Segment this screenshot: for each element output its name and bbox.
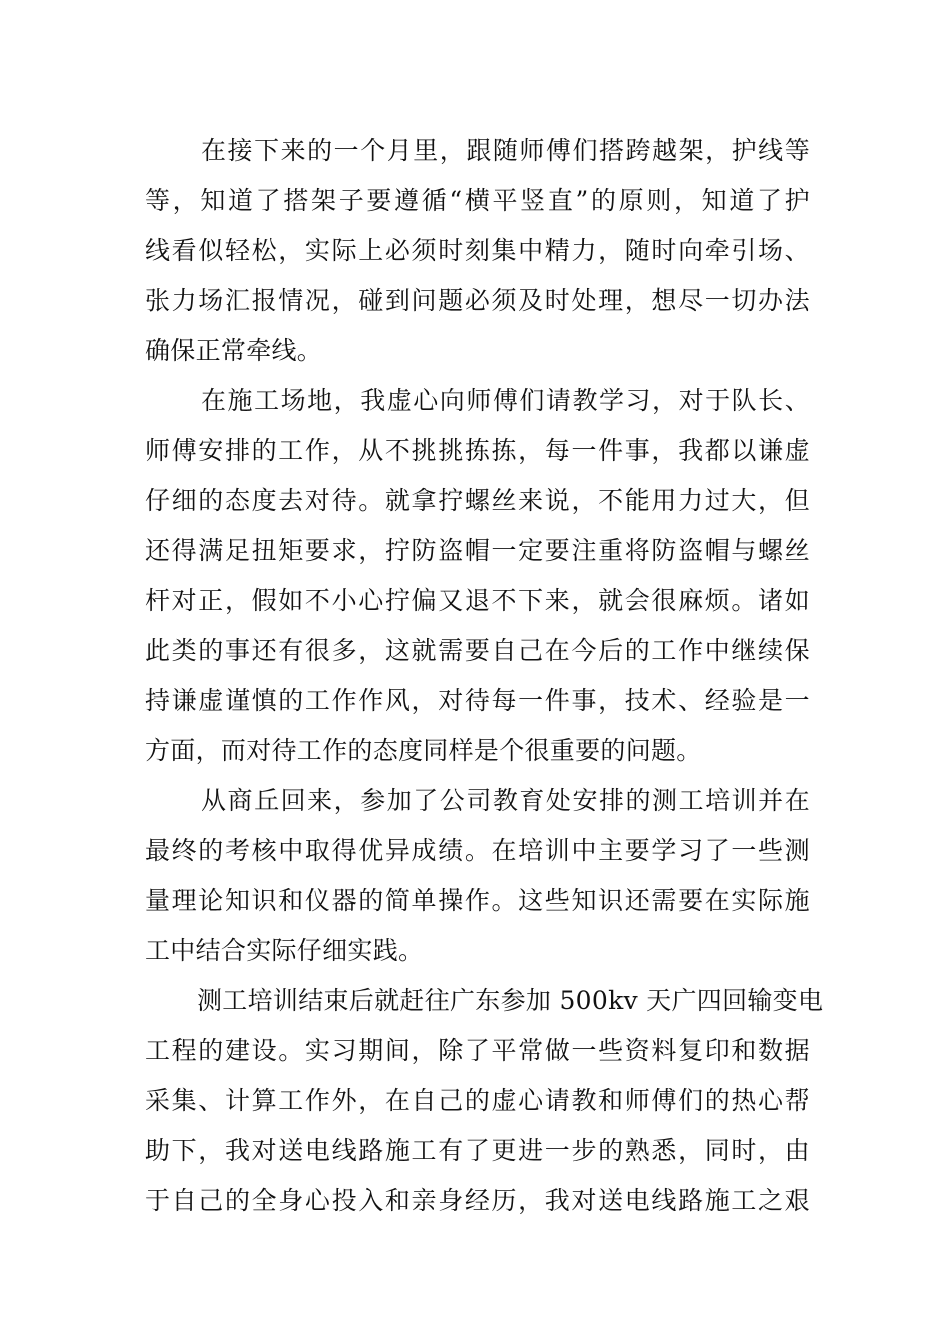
- paragraph-line: 师傅安排的工作，从不挑挑拣拣，每一件事，我都以谦虚: [145, 436, 810, 465]
- paragraph-line: 方面，而对待工作的态度同样是个很重要的问题。: [145, 736, 702, 765]
- paragraph-line: 杆对正，假如不小心拧偏又退不下来，就会很麻烦。诸如: [145, 586, 810, 615]
- paragraph-line: 从商丘回来，参加了公司教育处安排的测工培训并在: [201, 786, 810, 815]
- paragraph-line: 等，知道了搭架子要遵循“横平竖直”的原则，知道了护: [145, 186, 810, 215]
- paragraph-line: 仔细的态度去对待。就拿拧螺丝来说，不能用力过大，但: [145, 486, 810, 515]
- paragraph-4: [145, 976, 824, 1226]
- paragraph-line: 助下，我对送电线路施工有了更进一步的熟悉，同时，由: [145, 1136, 810, 1165]
- paragraph-line: 还得满足扭矩要求，拧防盗帽一定要注重将防盗帽与螺丝: [145, 536, 810, 565]
- paragraph-2: [145, 376, 810, 776]
- paragraph-line: 最终的考核中取得优异成绩。在培训中主要学习了一些测: [145, 836, 810, 865]
- paragraph-line: 采集、计算工作外，在自己的虚心请教和师傅们的热心帮: [145, 1086, 810, 1115]
- paragraph-3: [145, 776, 810, 976]
- paragraph-line: 于自己的全身心投入和亲身经历，我对送电线路施工之艰: [145, 1186, 810, 1215]
- body-text: [145, 126, 824, 1226]
- paragraph-line: 在施工场地，我虚心向师傅们请教学习，对于队长、: [201, 386, 810, 415]
- paragraph-line: 张力场汇报情况，碰到问题必须及时处理，想尽一切办法: [145, 286, 810, 315]
- paragraph-line: 确保正常牵线。: [145, 336, 323, 365]
- paragraph-line: 工中结合实际仔细实践。: [145, 936, 424, 965]
- paragraph-line: 线看似轻松，实际上必须时刻集中精力，随时向牵引场、: [145, 236, 810, 265]
- paragraph-line: 量理论知识和仪器的简单操作。这些知识还需要在实际施: [145, 886, 810, 915]
- paragraph-line: 工程的建设。实习期间，除了平常做一些资料复印和数据: [145, 1036, 810, 1065]
- paragraph-1: [145, 126, 810, 376]
- paragraph-line: 测工培训结束后就赶往广东参加 500kv 天广四回输变电: [197, 986, 824, 1015]
- paragraph-line: 在接下来的一个月里，跟随师傅们搭跨越架，护线等: [201, 136, 810, 165]
- paragraph-line: 持谦虚谨慎的工作作风，对待每一件事，技术、经验是一: [145, 686, 810, 715]
- paragraph-line: 此类的事还有很多，这就需要自己在今后的工作中继续保: [145, 636, 810, 665]
